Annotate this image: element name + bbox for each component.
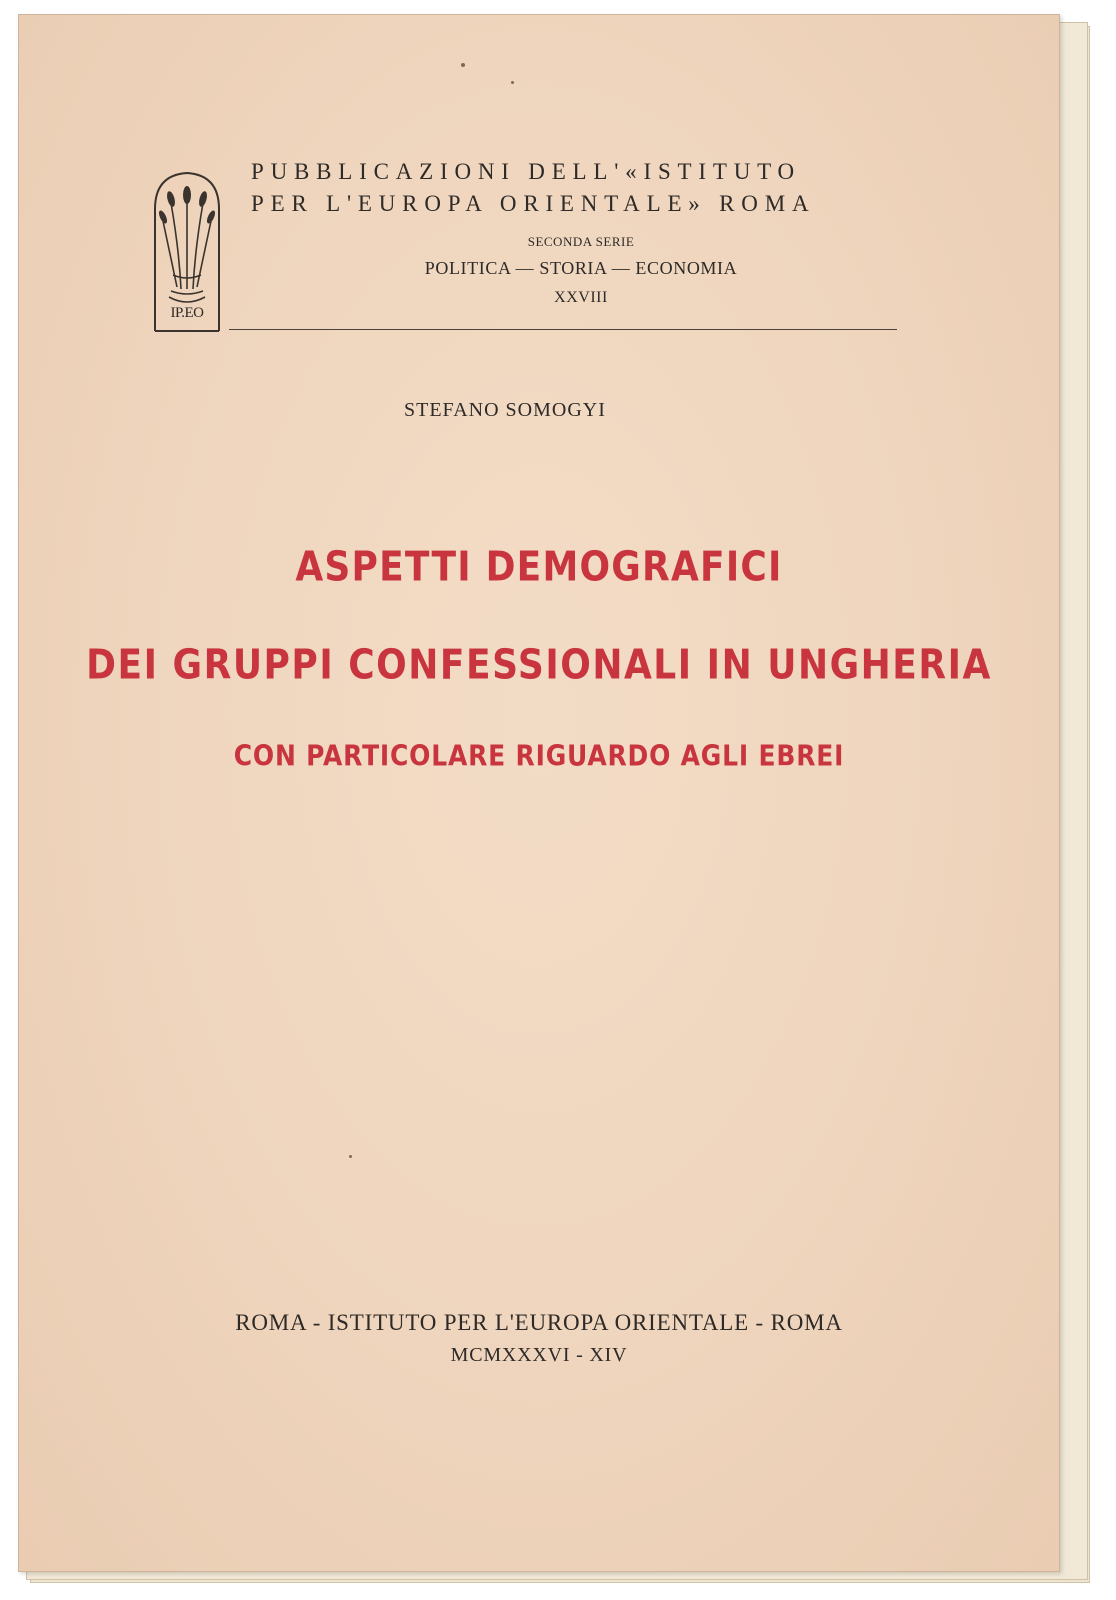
title-line2: DEI GRUPPI CONFESSIONALI IN UNGHERIA xyxy=(86,641,992,690)
header-divider xyxy=(229,329,897,330)
title-line1: ASPETTI DEMOGRAFICI xyxy=(295,543,783,592)
series-title-line1: PUBBLICAZIONI DELL'«ISTITUTO xyxy=(251,159,801,184)
subtitle: CON PARTICOLARE RIGUARDO AGLI EBREI xyxy=(233,738,845,773)
paper-spot xyxy=(349,1155,352,1158)
publisher-imprint: ROMA - ISTITUTO PER L'EUROPA ORIENTALE - ROMA xyxy=(235,1310,843,1335)
logo-text: IP.EO xyxy=(170,305,204,321)
series-title-line2: PER L'EUROPA ORIENTALE» ROMA xyxy=(251,191,816,216)
publication-year: MCMXXXVI - XIV xyxy=(450,1344,628,1366)
paper-spot xyxy=(461,63,465,67)
author-name: STEFANO SOMOGYI xyxy=(404,399,606,421)
book-cover xyxy=(18,14,1060,1572)
series-topics: POLITICA — STORIA — ECONOMIA xyxy=(424,258,738,278)
paper-spot xyxy=(511,81,514,84)
series-number: XXVIII xyxy=(554,289,608,306)
series-subseries: SECONDA SERIE xyxy=(527,234,635,249)
